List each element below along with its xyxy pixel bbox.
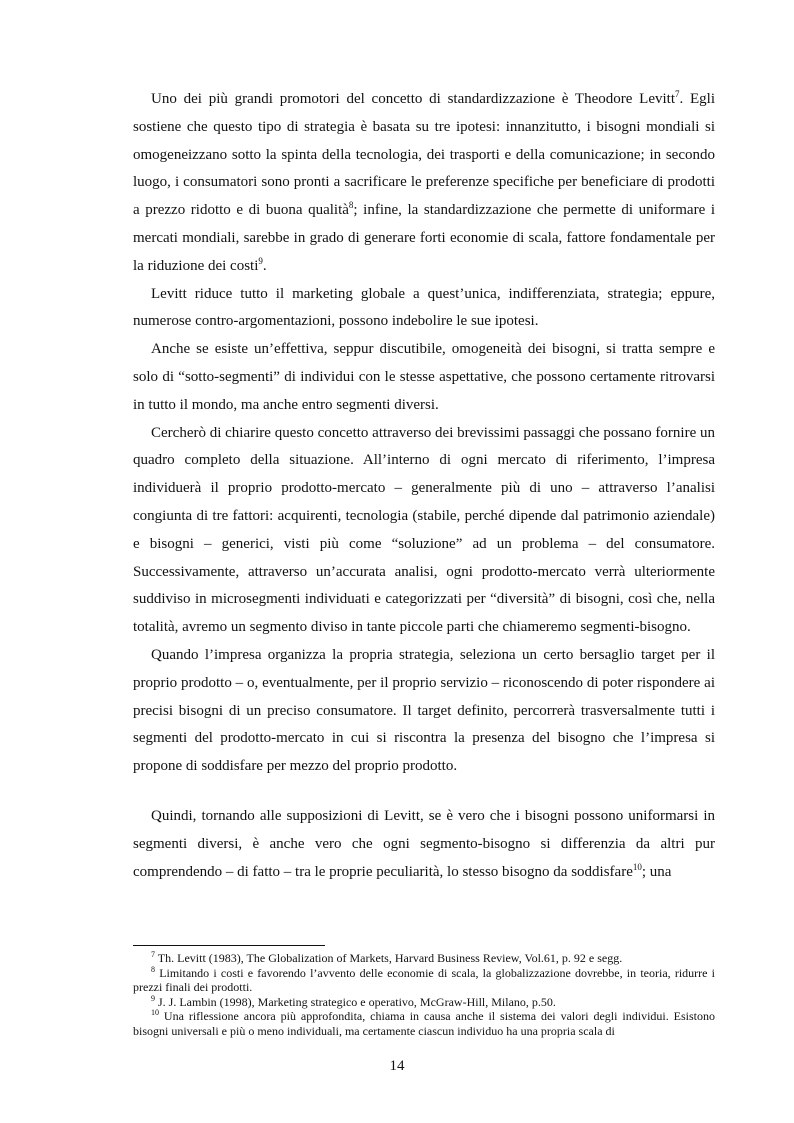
footnote-text: Una riflessione ancora più approfondita, chiama in causa anche il sistema dei valori degli individui. Esistono bisogni universali e più o meno individuali, ma certamente ciascun individuo ha una propria scala di — [133, 1009, 715, 1038]
paragraph-5: Quando l’impresa organizza la propria strategia, seleziona un certo bersaglio target per il proprio prodotto – o, eventualmente, per il proprio servizio – riconoscendo di poter rispondere ai precisi bisogni di un preciso consumatore. Il target definito, percorrerà trasversalmente tutti i segmenti del prodotto-mercato in cui si riscontra la presenza del bisogno che l’impresa si propone di soddisfare per mezzo del proprio prodotto. — [133, 646, 715, 775]
paragraph-1-text-b: . Egli sostiene che questo tipo di strategia è basata su tre ipotesi: innanzitutto, i bisogni mondiali si omogeneizzano sotto la spinta della tecnologia, dei trasporti e della comunicazione; in secondo luogo, i consumatori sono pronti a sacrificare le preferenze specifiche per beneficiare di prodotti a prezzo ridotto e di buona qualità — [133, 91, 715, 219]
footnote-text: J. J. Lambin (1998), Marketing strategico e operativo, McGraw-Hill, Milano, p.50. — [155, 994, 556, 1009]
footnote-separator — [133, 945, 325, 946]
paragraph-1-text-c: ; infine, la standardizzazione che permette di uniformare i mercati mondiali, sarebbe in grado di generare forti economie di scala, fattore fondamentale per la riduzione dei costi — [133, 202, 715, 274]
paragraph-1-text-d: . — [262, 257, 267, 274]
page-number: 14 — [389, 1058, 405, 1074]
body-text — [133, 86, 715, 886]
paragraph-2: Levitt riduce tutto il marketing globale a quest’unica, indifferenziata, strategia; eppure, numerose contro-argomentazioni, possono indebolire le sue ipotesi. — [133, 285, 715, 330]
footnote-ref-8: 8 — [348, 200, 354, 211]
paragraph-1 — [133, 86, 715, 281]
footnotes — [133, 951, 715, 1039]
paragraph-6-text-b: ; una — [641, 863, 672, 880]
footnote-number: 7 — [151, 950, 155, 959]
footnote-text: Th. Levitt (1983), The Globalization of Markets, Harvard Business Review, Vol.61, p. 92 e segg. — [155, 951, 623, 965]
footnote-7 — [133, 951, 715, 966]
footnote-number: 10 — [151, 1008, 159, 1018]
paragraph-3: Anche se esiste un’effettiva, seppur discutibile, omogeneità dei bisogni, si tratta sempre e solo di “sotto-segmenti” di individui con le stesse aspettative, che possono certamente ritrovarsi in tutto il mondo, ma anche entro segmenti diversi. — [133, 341, 715, 413]
footnote-ref-10: 10 — [632, 861, 642, 872]
footnote-number: 8 — [151, 964, 155, 974]
paragraph-6 — [133, 803, 715, 886]
paragraph-1-text-a: Uno dei più grandi promotori del concetto di standardizzazione è Theodore Levitt — [151, 91, 675, 107]
footnote-number: 9 — [151, 993, 155, 1003]
footnote-text: Limitando i costi e favorendo l’avvento delle economie di scala, la globalizzazione dovrebbe, in teoria, ridurre i prezzi finali dei prodotti. — [133, 965, 715, 995]
paragraph-6-text-a: Quindi, tornando alle supposizioni di Levitt, se è vero che i bisogni possono uniformarsi in segmenti diversi, è anche vero che ogni segmento-bisogno si differenzia da altri pur comprendendo – di fatto – tra le proprie peculiarità, lo stesso bisogno da soddisfare — [133, 807, 715, 880]
footnote-8 — [133, 966, 715, 995]
paragraph-4: Cercherò di chiarire questo concetto attraverso dei brevissimi passaggi che possano fornire un quadro completo della situazione. All’interno di ogni mercato di riferimento, l’impresa individuerà il proprio prodotto-mercato – generalmente più di uno – attraverso l’analisi congiunta di tre fattori: acquirenti, tecnologia (stabile, perché dipende dal patrimonio aziendale) e bisogni – generici, visti più come “soluzione” ad un problema – del consumatore. Successivamente, attraverso un’accurata analisi, ogni prodotto-mercato verrà ulteriormente suddiviso in microsegmenti individuati e categorizzati per “diversità” di bisogni, così che, nella totalità, avremo un segmento diviso in tante piccole parti che chiameremo segmenti-bisogno. — [133, 424, 715, 636]
footnote-10 — [133, 1009, 715, 1038]
footnote-ref-9: 9 — [258, 255, 263, 266]
footnote-9 — [133, 995, 715, 1010]
footnote-ref-7: 7 — [674, 89, 680, 99]
